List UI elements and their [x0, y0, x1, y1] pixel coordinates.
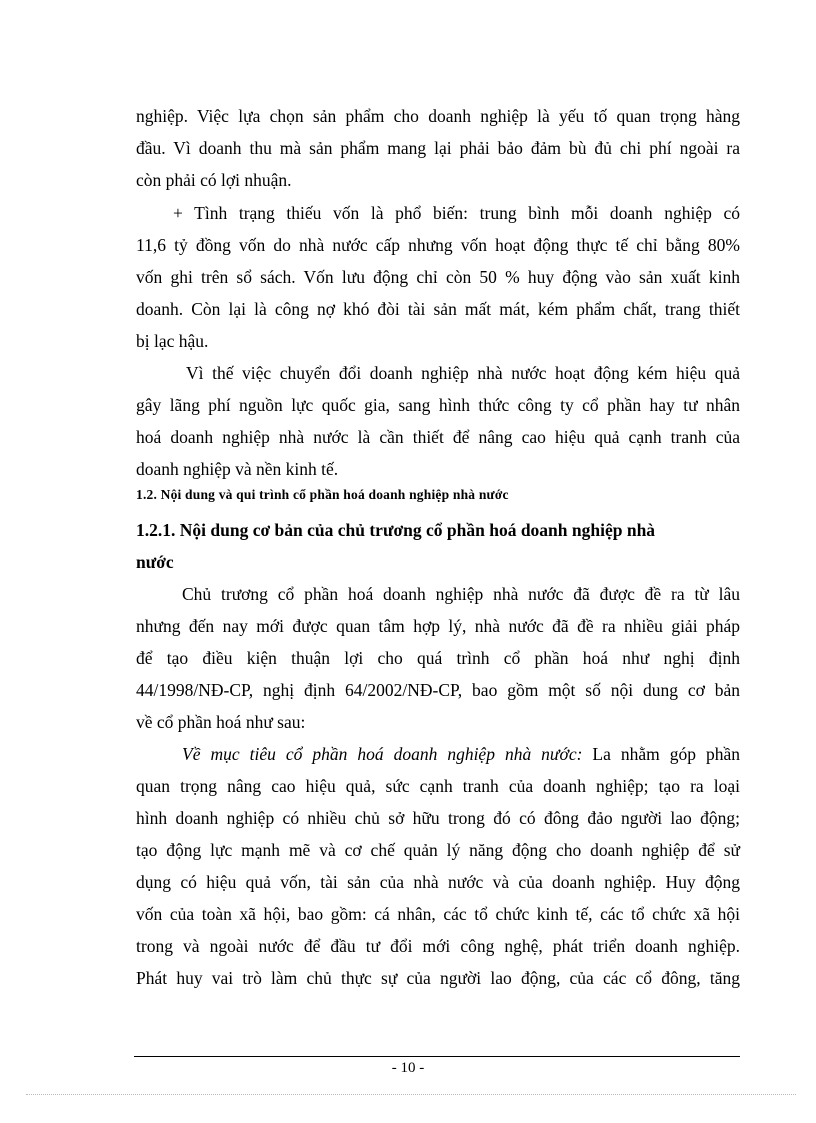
text-line: về cổ phần hoá như sau:: [136, 712, 306, 732]
text-line: nhưng đến nay mới được quan tâm hợp lý, nhà nước đã đề ra nhiều giải pháp: [136, 616, 740, 636]
text-line: Phát huy vai trò làm chủ thực sự của người lao động, của các cổ đông, tăng: [136, 968, 740, 988]
text-line: dụng có hiệu quả vốn, tài sản của nhà nước và của doanh nghiệp. Huy động: [136, 872, 740, 892]
paragraph-objectives: [136, 738, 740, 994]
text-line: vốn của toàn xã hội, bao gồm: cá nhân, các tổ chức kinh tế, các tổ chức xã hội: [136, 904, 740, 924]
page-number: - 10 -: [391, 1060, 425, 1076]
paragraph-capital-shortage: [136, 197, 740, 357]
paragraph-product-choice: [136, 100, 740, 196]
text-line: 11,6 tỷ đồng vốn do nhà nước cấp nhưng vốn hoạt động thực tế chỉ bằng 80%: [136, 235, 740, 255]
objectives-text: La nhằm góp phần: [582, 744, 740, 764]
text-line: nghiệp. Việc lựa chọn sản phẩm cho doanh nghiệp là yếu tố quan trọng hàng: [136, 106, 740, 126]
paragraph-conversion-need: [136, 357, 740, 485]
text-line: đầu. Vì doanh thu mà sản phẩm mang lại phải bảo đảm bù đủ chi phí ngoài ra: [136, 138, 740, 158]
text-line: bị lạc hậu.: [136, 331, 209, 351]
section-heading-1-2: 1.2. Nội dung và qui trình cổ phần hoá doanh nghiệp nhà nước: [136, 487, 509, 502]
objectives-label: Về mục tiêu cổ phần hoá doanh nghiệp nhà nước:: [182, 744, 583, 764]
text-line: quan trọng nâng cao hiệu quả, sức cạnh tranh của doanh nghiệp; tạo ra loại: [136, 776, 740, 796]
heading-line: 1.2.1. Nội dung cơ bản của chủ trương cổ phần hoá doanh nghiệp nhà: [136, 520, 656, 540]
text-line: [136, 738, 740, 770]
page-edge-dotted-line: [26, 1094, 796, 1095]
text-line: doanh. Còn lại là công nợ khó đòi tài sản mất mát, kém phẩm chất, trang thiết: [136, 299, 740, 319]
text-line: tạo động lực mạnh mẽ và cơ chế quản lý năng động cho doanh nghiệp để sử: [136, 840, 740, 860]
text-line: còn phải có lợi nhuận.: [136, 170, 292, 190]
footer-rule: [134, 1056, 740, 1057]
text-line: vốn ghi trên sổ sách. Vốn lưu động chỉ còn 50 % huy động vào sản xuất kinh: [136, 267, 740, 287]
text-line: + Tình trạng thiếu vốn là phổ biến: trung bình mỗi doanh nghiệp có: [173, 203, 740, 223]
section-heading-1-2-1: [136, 514, 740, 578]
text-line: hình doanh nghiệp có nhiều chủ sở hữu trong đó có đông đảo người lao động;: [136, 808, 740, 828]
text-line: doanh nghiệp và nền kinh tế.: [136, 459, 339, 479]
text-line: gây lãng phí nguồn lực quốc gia, sang hình thức công ty cổ phần hay tư nhân: [136, 395, 740, 415]
paragraph-policy-intro: [136, 578, 740, 738]
text-line: trong và ngoài nước để đầu tư đổi mới công nghệ, phát triển doanh nghiệp.: [136, 936, 740, 956]
text-line: 44/1998/NĐ-CP, nghị định 64/2002/NĐ-CP, bao gồm một số nội dung cơ bản: [136, 680, 740, 700]
text-line: Chủ trương cổ phần hoá doanh nghiệp nhà nước đã được đề ra từ lâu: [182, 584, 740, 604]
heading-line: nước: [136, 552, 174, 572]
text-line: Vì thế việc chuyển đổi doanh nghiệp nhà nước hoạt động kém hiệu quả: [186, 363, 740, 383]
text-line: để tạo điều kiện thuận lợi cho quá trình cổ phần hoá như nghị định: [136, 648, 740, 668]
text-line: hoá doanh nghiệp nhà nước là cần thiết để nâng cao hiệu quả cạnh tranh của: [136, 427, 740, 447]
